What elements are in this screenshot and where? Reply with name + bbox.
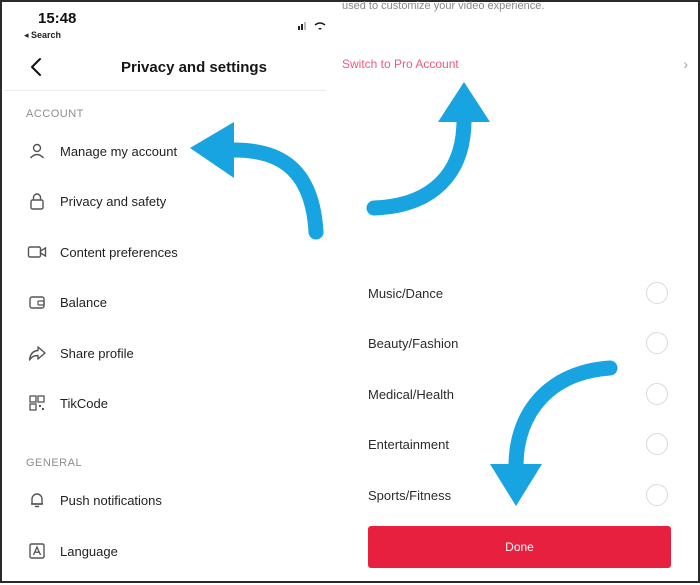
- category-option[interactable]: [368, 279, 668, 307]
- category-option[interactable]: [368, 481, 668, 509]
- bell-icon: [26, 489, 48, 511]
- menu-item-content-preferences[interactable]: [4, 232, 304, 272]
- menu-item-privacy-safety[interactable]: [4, 181, 304, 221]
- menu-item-label: Balance: [60, 294, 107, 310]
- category-label: Medical/Health: [368, 386, 454, 402]
- menu-item-manage-account[interactable]: [4, 131, 304, 171]
- done-button[interactable]: Done: [368, 526, 671, 568]
- pro-account-screen: [328, 0, 698, 581]
- video-camera-icon: [26, 241, 48, 263]
- category-description: used to customize your video experience.: [342, 0, 545, 12]
- page-title: Privacy and settings: [121, 59, 267, 76]
- menu-item-label: TikCode: [60, 395, 108, 411]
- signal-wifi-icon: [298, 18, 328, 30]
- menu-item-share-profile[interactable]: [4, 333, 304, 373]
- general-section-label: GENERAL: [26, 457, 83, 469]
- radio-button[interactable]: [646, 282, 668, 304]
- category-label: Music/Dance: [368, 285, 444, 301]
- person-icon: [26, 140, 48, 162]
- menu-item-label: Share profile: [60, 345, 134, 361]
- qr-code-icon: [26, 392, 48, 414]
- menu-item-language[interactable]: [4, 531, 304, 571]
- category-option[interactable]: [368, 329, 668, 357]
- lock-icon: [26, 190, 48, 212]
- wallet-icon: [26, 291, 48, 313]
- menu-item-label: Privacy and safety: [60, 193, 167, 209]
- account-section-label: ACCOUNT: [26, 108, 84, 120]
- menu-item-push-notifications[interactable]: [4, 480, 304, 520]
- switch-pro-account-row[interactable]: [342, 52, 688, 76]
- switch-pro-account-label: Switch to Pro Account: [342, 57, 459, 71]
- menu-item-balance[interactable]: [4, 282, 304, 322]
- menu-item-label: Push notifications: [60, 492, 162, 508]
- category-label: Entertainment: [368, 436, 449, 452]
- back-to-search-link[interactable]: ◂ Search: [24, 30, 62, 40]
- radio-button[interactable]: [646, 484, 668, 506]
- menu-item-tikcode[interactable]: [4, 383, 304, 423]
- status-time: 15:48: [38, 10, 77, 27]
- radio-button[interactable]: [646, 433, 668, 455]
- share-arrow-icon: [26, 342, 48, 364]
- chevron-right-icon: ›: [683, 56, 688, 72]
- privacy-settings-screen: [4, 4, 326, 581]
- menu-item-label: Content preferences: [60, 244, 178, 260]
- category-option[interactable]: [368, 430, 668, 458]
- header-divider: [4, 90, 326, 91]
- category-option[interactable]: [368, 380, 668, 408]
- menu-item-label: Manage my account: [60, 143, 178, 159]
- category-label: Beauty/Fashion: [368, 335, 459, 351]
- radio-button[interactable]: [646, 332, 668, 354]
- radio-button[interactable]: [646, 383, 668, 405]
- language-icon: [26, 540, 48, 562]
- menu-item-label: Language: [60, 543, 118, 559]
- category-label: Sports/Fitness: [368, 487, 452, 503]
